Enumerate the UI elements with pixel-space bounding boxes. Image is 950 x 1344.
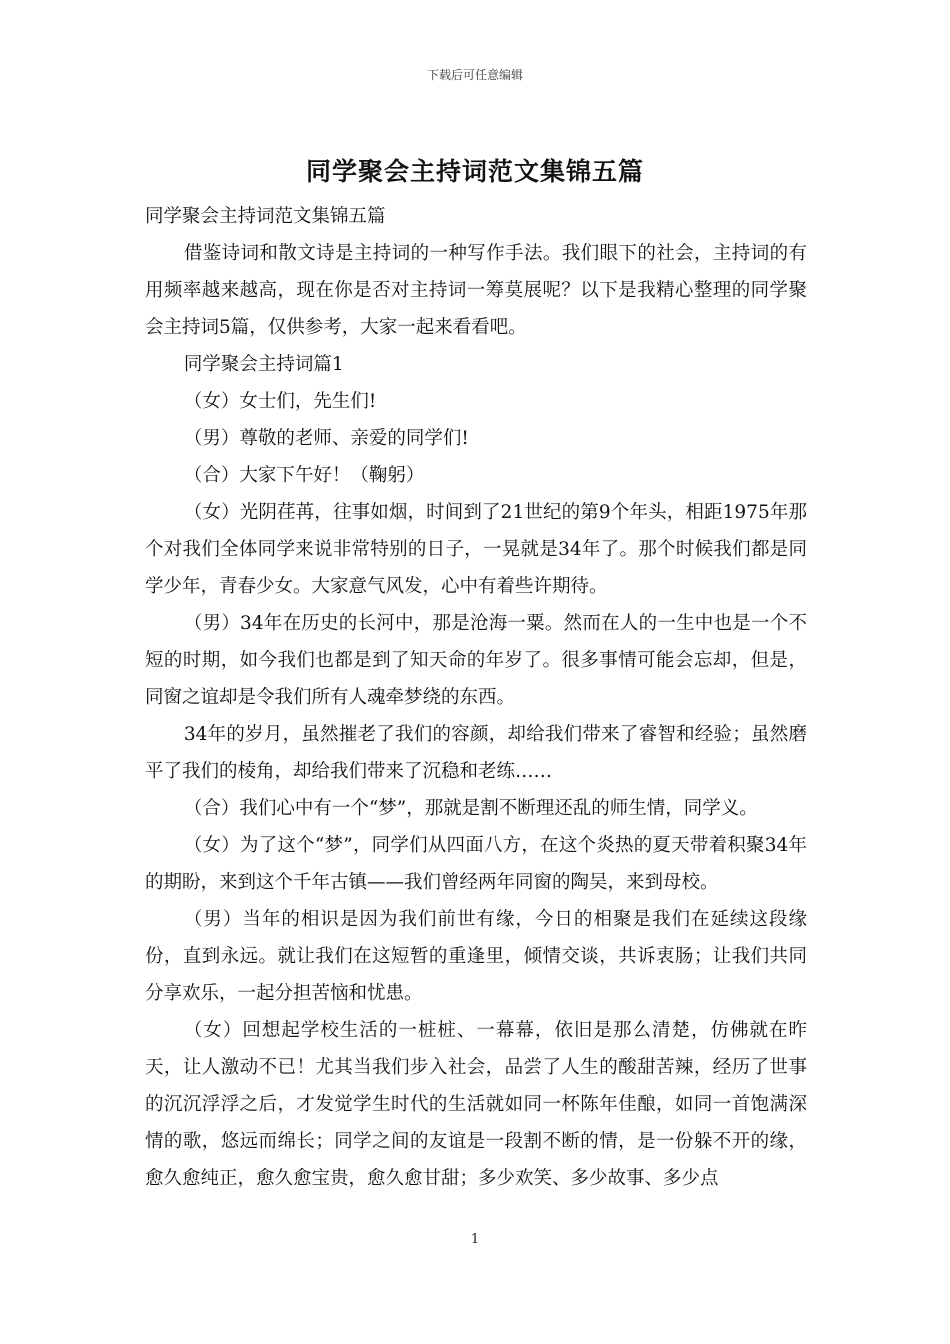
body-paragraph: （男）34年在历史的长河中，那是沧海一粟。然而在人的一生中也是一个不短的时期，如今我们也都是到了知天命的年岁了。很多事情可能会忘却，但是，同窗之谊却是令我们所有人魂牵梦绕的东西。 bbox=[145, 613, 807, 708]
section-heading: 同学聚会主持词篇1 bbox=[183, 354, 344, 375]
document-body bbox=[145, 198, 807, 1197]
body-paragraph: （女）光阴荏苒，往事如烟，时间到了21世纪的第9个年头，相距1975年那个对我们全体同学来说非常特别的日子，一晃就是34年了。那个时候我们都是同学少年，青春少女。大家意气风发，心中有着些许期待。 bbox=[145, 502, 807, 597]
document-title: 同学聚会主持词范文集锦五篇 bbox=[305, 157, 644, 186]
intro-paragraph: 借鉴诗词和散文诗是主持词的一种写作手法。我们眼下的社会，主持词的有用频率越来越高，现在你是否对主持词一筹莫展呢？以下是我精心整理的同学聚会主持词5篇，仅供参考，大家一起来看看吧。 bbox=[145, 243, 807, 338]
page-number: 1 bbox=[470, 1232, 480, 1247]
page-header-note: 下载后可任意编辑 bbox=[426, 68, 523, 82]
body-paragraph: （女）女士们，先生们! bbox=[183, 391, 377, 412]
body-paragraph: （男）尊敬的老师、亲爱的同学们! bbox=[183, 428, 469, 449]
body-paragraph: （合）我们心中有一个“梦”，那就是割不断理还乱的师生情，同学义。 bbox=[183, 798, 758, 819]
body-paragraph: （女）回想起学校生活的一桩桩、一幕幕，依旧是那么清楚，仿佛就在昨天，让人激动不已！尤其当我们步入社会，品尝了人生的酸甜苦辣，经历了世事的沉沉浮浮之后，才发觉学生时代的生活就如同一杯陈年佳酿，如同一首饱满深情的歌，悠远而绵长；同学之间的友谊是一段割不断的情，是一份躲不开的缘，愈久愈纯正，愈久愈宝贵，愈久愈甘甜；多少欢笑、多少故事、多少点 bbox=[145, 1020, 807, 1189]
body-paragraph: （男）当年的相识是因为我们前世有缘，今日的相聚是我们在延续这段缘份，直到永远。就让我们在这短暂的重逢里，倾情交谈，共诉衷肠；让我们共同分享欢乐，一起分担苦恼和忧患。 bbox=[145, 909, 807, 1004]
body-paragraph: （合）大家下午好！（鞠躬） bbox=[183, 465, 425, 486]
body-paragraph: （女）为了这个“梦”，同学们从四面八方，在这个炎热的夏天带着积聚34年的期盼，来到这个千年古镇——我们曾经两年同窗的陶吴，来到母校。 bbox=[145, 835, 807, 893]
subtitle-paragraph: 同学聚会主持词范文集锦五篇 bbox=[145, 206, 386, 227]
body-paragraph: 34年的岁月，虽然摧老了我们的容颜，却给我们带来了睿智和经验；虽然磨平了我们的棱角，却给我们带来了沉稳和老练…… bbox=[145, 724, 807, 782]
